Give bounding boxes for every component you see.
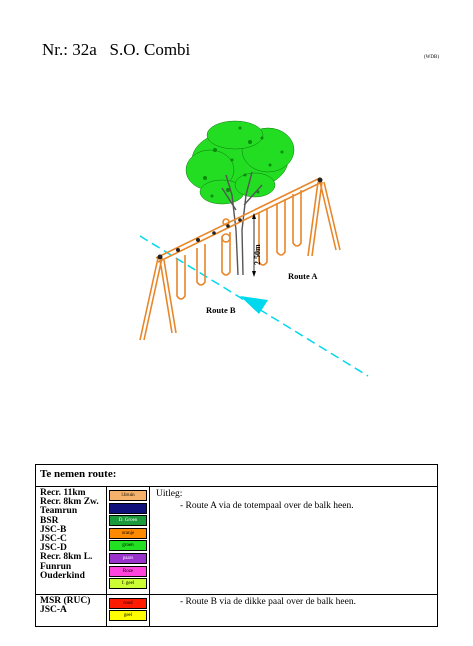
route-name: Recr. 8km L. <box>40 552 93 563</box>
route-section-b <box>36 594 438 626</box>
route-name: JSC-A <box>40 604 67 615</box>
color-swatch: geel <box>109 610 147 621</box>
color-swatches-b <box>107 594 150 626</box>
color-swatch: D. Groen <box>109 515 147 526</box>
document-code: (WDB) <box>424 55 439 60</box>
color-swatch <box>109 503 147 514</box>
route-name: Funrun <box>40 561 72 572</box>
explanation-a <box>150 487 438 595</box>
route-name: Teamrun <box>40 506 78 517</box>
page-title: Nr.: 32a S.O. Combi <box>42 40 191 59</box>
route-b-label: Route B <box>206 305 236 315</box>
route-name: JSC-C <box>40 533 67 544</box>
routes-table-header: Te nemen route: <box>36 465 438 487</box>
explanation-text-a: - Route A via de totempaal over de balk heen. <box>180 501 354 511</box>
color-swatch: Roze <box>109 566 147 577</box>
route-names-b <box>36 594 107 626</box>
color-swatch: rood <box>109 598 147 609</box>
route-section-a <box>36 487 438 595</box>
swing-frame <box>140 178 340 340</box>
route-names-a <box>36 487 107 595</box>
color-swatch: l.bruin <box>109 490 147 501</box>
color-swatch: f. geel <box>109 578 147 589</box>
explanation-b <box>150 594 438 626</box>
color-swatch: oranje <box>109 528 147 539</box>
route-a-label: Route A <box>288 271 318 281</box>
route-name: JSC-D <box>40 543 67 554</box>
color-swatch: paars <box>109 553 147 564</box>
routes-table <box>35 464 438 627</box>
tree-canopy <box>186 121 294 204</box>
route-name: JSC-B <box>40 524 67 535</box>
legend-label: Uitleg: <box>156 489 183 499</box>
route-name: MSR (RUC) <box>40 595 91 606</box>
route-name: Ouderkind <box>40 570 85 581</box>
height-label: 2.50m <box>253 244 262 265</box>
route-name: BSR <box>40 515 59 526</box>
color-swatch: groen <box>109 540 147 551</box>
route-name: Recr. 11km <box>40 488 86 498</box>
route-name: Recr. 8km Zw. <box>40 497 99 508</box>
color-swatches-a <box>107 487 150 595</box>
explanation-text-b: - Route B via de dikke paal over de balk heen. <box>180 596 356 607</box>
